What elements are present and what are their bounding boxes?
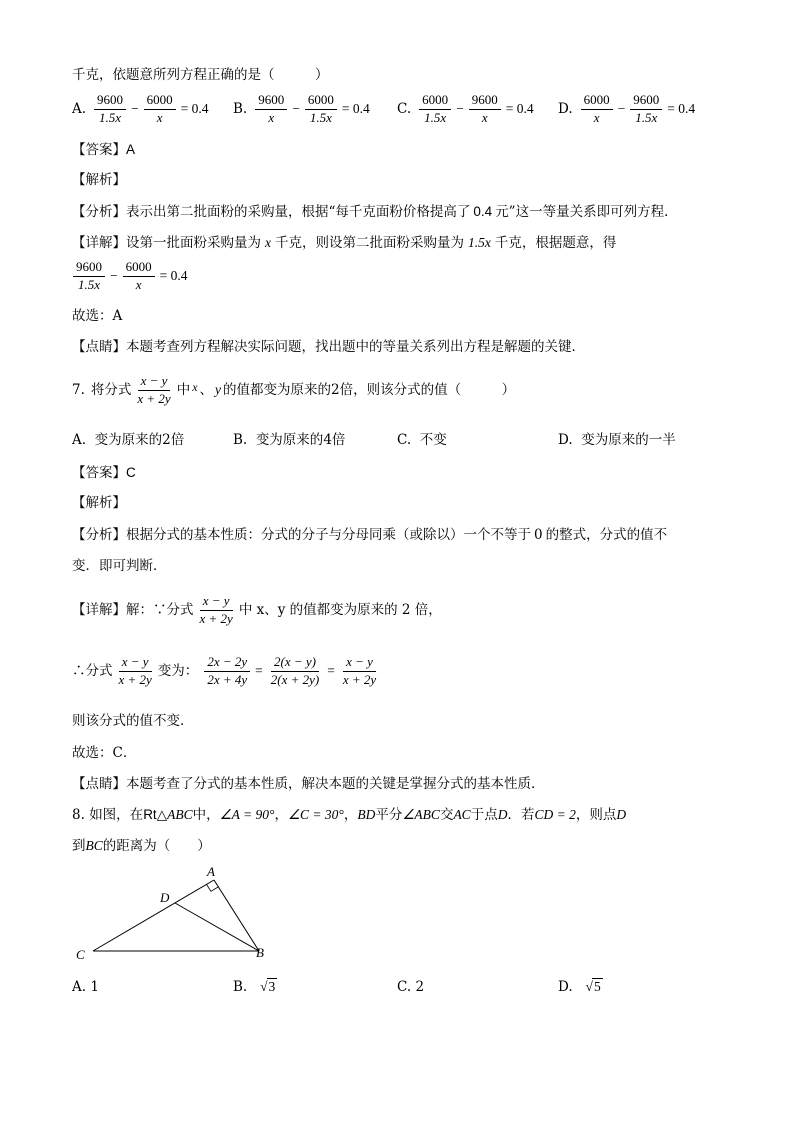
angle-abc: ∠ABC — [402, 807, 440, 822]
answer-tag: 【答案】 — [72, 465, 126, 481]
detail-tag: 【详解】 — [72, 602, 126, 619]
equals: = — [255, 663, 263, 679]
rhs: = 0.4 — [505, 101, 534, 117]
label-a: A — [207, 864, 215, 879]
stem-text: 到 — [72, 838, 86, 854]
q6-option-d: D. $\frac{6000}{x}$ − $\frac{9600}{1.5x}$ = 0.4 — [558, 92, 696, 125]
analysis-tag: 【分析】 — [72, 204, 126, 220]
numerator: 6000 — [123, 260, 155, 277]
analysis-tag: 【分析】 — [72, 527, 126, 543]
var-y: y — [215, 382, 222, 398]
analysis-number: 0 — [534, 527, 543, 543]
radicand: 5 — [593, 979, 601, 994]
fraction — [581, 93, 613, 126]
stem-text: 平分 — [375, 807, 403, 823]
option-text: 变为原来的 — [255, 432, 324, 448]
stem-text: 中 — [176, 382, 191, 399]
rhs: = 0.4 — [341, 101, 370, 117]
q8-option-b — [233, 979, 277, 995]
comment-tag: 【点睛】 — [72, 339, 126, 355]
var-x: x — [265, 235, 271, 250]
q7-answer — [72, 465, 136, 481]
answer-tag: 【答案】 — [72, 142, 126, 158]
sqrt: √3 — [260, 979, 276, 994]
stem-text: 的距离为（ ） — [102, 838, 211, 854]
numerator: x − y — [138, 374, 171, 391]
right-angle-mark — [207, 884, 219, 891]
denominator: 1.5x — [424, 109, 447, 125]
label-d: D — [160, 890, 170, 905]
fraction — [197, 594, 236, 627]
detail-text: 中 x、y 的值都变为原来的 2 倍， — [238, 602, 442, 619]
q6-choose: 故选：A — [72, 308, 123, 324]
var-1-5x: 1.5x — [468, 235, 491, 250]
option-label: A. — [72, 101, 87, 118]
fraction — [268, 655, 322, 688]
q8-option-d — [558, 979, 603, 995]
option-label: B. — [233, 432, 248, 448]
fraction — [144, 93, 176, 126]
denominator: x + 2y — [342, 671, 377, 687]
q6-comment — [72, 339, 585, 355]
option-label: C. — [397, 432, 412, 448]
option-number: 2 — [162, 432, 171, 448]
detail-text: 千克，则设第二批面粉采购量为 — [275, 235, 464, 251]
rhs: = 0.4 — [180, 101, 209, 117]
denominator: x — [593, 109, 600, 125]
comment-text: 本题考查了分式的基本性质，解决本题的关键是掌握分式的基本性质． — [126, 776, 545, 792]
option-text: 变为原来的 — [94, 432, 163, 448]
q6-option-c: C. $\frac{6000}{1.5x}$ − $\frac{9600}{x}$ = 0.4 — [397, 92, 534, 125]
q6-equation: $\frac{9600}{1.5x}$ − $\frac{6000}{x}$ = 0.4 — [70, 260, 190, 293]
segment-cd: CD = 2 — [534, 807, 576, 822]
segment-bc: BC — [85, 838, 103, 853]
label-c: C — [76, 947, 85, 962]
q7-stem — [72, 374, 515, 407]
denominator: x — [481, 109, 488, 125]
option-label: A. — [72, 432, 87, 448]
fraction — [340, 655, 379, 688]
q7-analysis-line1 — [72, 527, 667, 543]
comment-text: 本题考查列方程解决实际问题，找出题中的等量关系列出方程是解题的关键． — [126, 339, 585, 355]
q8-option-c — [397, 979, 424, 995]
equals: = — [327, 663, 335, 679]
detail-text: 千克，根据题意，得 — [494, 235, 617, 251]
triangle-abc: ABC — [167, 807, 193, 822]
rt-triangle: Rt△ — [143, 807, 168, 822]
q6-stem-tail: 千克，依题意所列方程正确的是（ ） — [72, 67, 329, 83]
radicand: 3 — [268, 979, 276, 994]
option-label: D. — [558, 432, 573, 448]
sqrt: √5 — [585, 979, 601, 994]
fraction — [116, 655, 155, 688]
detail-text: 解：∵分式 — [126, 602, 194, 619]
analysis-text: 表示出第二批面粉的采购量，根据“每千克面粉价格提高了 — [126, 204, 471, 220]
q7-detail — [72, 594, 442, 627]
stem-text: ．若 — [507, 807, 535, 823]
fraction — [469, 93, 501, 126]
angle-c: ∠C = 30° — [287, 807, 344, 822]
numerator: x − y — [200, 594, 233, 611]
option-text: 不变 — [419, 432, 447, 448]
numerator: 9600 — [630, 93, 662, 110]
q7-conclusion: 则该分式的值不变． — [72, 713, 194, 729]
stem-text: ，则点 — [575, 807, 617, 823]
numerator: 6000 — [305, 93, 337, 110]
numerator: 9600 — [94, 93, 126, 110]
denominator: x + 2y — [199, 610, 233, 626]
fraction — [305, 93, 337, 126]
numerator: 9600 — [469, 93, 501, 110]
fraction — [204, 655, 250, 688]
q6-option-b: B. $\frac{9600}{x}$ − $\frac{6000}{1.5x}$ = 0.4 — [233, 92, 370, 125]
stem-text: 将分式 — [90, 382, 132, 399]
fraction — [73, 260, 105, 293]
denominator: 1.5x — [309, 109, 332, 125]
side-ab — [214, 880, 259, 951]
label-b: B — [256, 945, 264, 960]
q7-option-c — [397, 432, 447, 448]
q7-jiexi-tag: 【解析】 — [72, 495, 126, 511]
rhs: = 0.4 — [667, 101, 696, 117]
numerator: 2(x − y) — [271, 655, 319, 672]
q6-jiexi-tag: 【解析】 — [72, 172, 126, 188]
var-x: x — [192, 380, 198, 395]
denominator: x — [135, 276, 142, 292]
q6-option-a: A. $\frac{9600}{1.5x}$ − $\frac{6000}{x}$ = 0.4 — [72, 92, 209, 125]
analysis-text: 的整式，分式的值不 — [545, 527, 668, 543]
option-number: 4 — [323, 432, 332, 448]
question-number: 8. — [72, 807, 85, 823]
side-ca — [93, 880, 214, 951]
option-label: B. — [233, 979, 248, 995]
therefore-text: ∴分式 — [72, 663, 113, 680]
option-value: 2 — [415, 979, 425, 995]
q7-analysis-line2: 变．即可判断． — [72, 558, 167, 574]
fraction — [134, 374, 173, 407]
option-text: 倍 — [331, 432, 346, 448]
stem-number: 2 — [331, 382, 340, 399]
q7-option-b — [233, 432, 345, 448]
denominator: 2(x + 2y) — [270, 671, 320, 687]
stem-text: 如图，在 — [89, 807, 144, 823]
rhs: = 0.4 — [159, 268, 188, 284]
denominator: 1.5x — [99, 109, 122, 125]
angle-a: ∠A = 90° — [219, 807, 275, 822]
q8-stem-line2 — [72, 838, 211, 854]
q7-option-a — [72, 432, 184, 448]
point-d: D — [497, 807, 508, 822]
segment-bd: BD — [357, 807, 376, 822]
option-label: A. — [72, 979, 87, 995]
fraction — [630, 93, 662, 126]
question-number: 7. — [72, 382, 85, 399]
separator: 、 — [199, 382, 214, 399]
numerator: 2x − 2y — [204, 655, 250, 672]
q7-derivation — [72, 655, 382, 688]
answer-value: C — [126, 465, 136, 480]
numerator: 9600 — [73, 260, 105, 277]
stem-text: 于点 — [470, 807, 498, 823]
q7-option-d — [558, 432, 676, 448]
denominator: 1.5x — [77, 276, 101, 292]
denominator: x + 2y — [118, 671, 152, 687]
q7-comment — [72, 776, 545, 792]
denominator: x + 2y — [137, 390, 171, 406]
detail-tag: 【详解】 — [72, 235, 126, 251]
option-text: 倍 — [170, 432, 185, 448]
option-label: D. — [558, 101, 573, 118]
detail-text: 设第一批面粉采购量为 — [126, 235, 261, 251]
triangle-figure — [70, 862, 280, 964]
denominator: x — [156, 109, 163, 125]
fraction — [123, 260, 155, 293]
analysis-end: 元”这一等量关系即可列方程． — [495, 204, 678, 220]
q8-stem-line1 — [72, 807, 626, 823]
numerator: 9600 — [255, 93, 287, 110]
fraction — [419, 93, 451, 126]
comment-tag: 【点睛】 — [72, 776, 126, 792]
numerator: x − y — [119, 655, 152, 672]
fraction — [255, 93, 287, 126]
fraction — [94, 93, 126, 126]
analysis-text: 根据分式的基本性质：分式的分子与分母同乘（或除以）一个不等于 — [126, 527, 531, 543]
separator: ， — [343, 807, 358, 823]
point-d: D — [616, 807, 627, 822]
stem-text: 的值都变为原来的 — [223, 382, 332, 399]
option-label: C. — [397, 101, 412, 118]
stem-text: 交 — [439, 807, 454, 823]
transform-text: 变为： — [157, 663, 199, 680]
option-text: 变为原来的一半 — [581, 432, 676, 448]
q6-answer — [72, 142, 135, 158]
q7-choose: 故选：C． — [72, 745, 137, 761]
q8-option-a — [72, 979, 99, 995]
option-label: D. — [558, 979, 573, 995]
denominator: 2x + 4y — [207, 671, 248, 687]
analysis-number: 0.4 — [473, 204, 493, 219]
numerator: x − y — [343, 655, 376, 672]
denominator: x — [268, 109, 275, 125]
stem-text: 倍，则该分式的值（ ） — [339, 382, 516, 399]
numerator: 6000 — [419, 93, 451, 110]
option-label: C. — [397, 979, 412, 995]
segment-bd-line — [175, 903, 259, 951]
separator: ， — [274, 807, 288, 823]
answer-value: A — [126, 142, 136, 157]
option-label: B. — [233, 101, 248, 118]
q6-detail — [72, 235, 616, 251]
stem-text: 中， — [192, 807, 220, 823]
numerator: 6000 — [581, 93, 613, 110]
option-value: 1 — [90, 979, 99, 995]
q6-analysis — [72, 204, 678, 220]
numerator: 6000 — [144, 93, 176, 110]
denominator: 1.5x — [635, 109, 658, 125]
segment-ac: AC — [453, 807, 471, 822]
